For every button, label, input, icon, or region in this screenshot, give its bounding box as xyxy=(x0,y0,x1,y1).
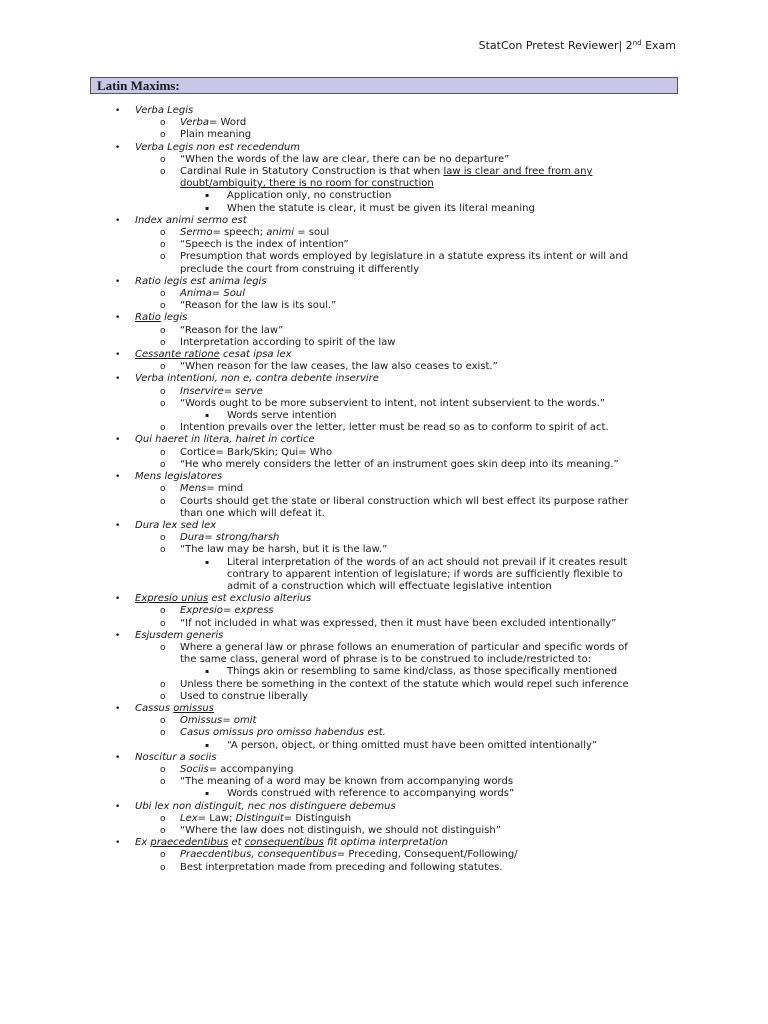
bullet-icon: o xyxy=(160,496,166,507)
bullet-icon: o xyxy=(160,398,166,409)
sub-item xyxy=(0,337,768,349)
bullet-icon: o xyxy=(160,228,166,239)
item-text: Esjusdem generis xyxy=(135,629,224,641)
header-title: StatCon Pretest Reviewer| 2 xyxy=(478,39,633,52)
item-text: Anima= Soul xyxy=(180,288,245,300)
bullet-icon: o xyxy=(160,447,166,458)
item-text: Verba intentioni, non e, contra debente inservire xyxy=(135,373,379,385)
bullet-icon: ▪ xyxy=(205,204,210,212)
item-text: animi xyxy=(266,227,295,239)
bullet-icon: o xyxy=(160,240,166,251)
maxim-item xyxy=(0,142,768,154)
item-text: doubt/ambiguity, there is no room for construction xyxy=(180,178,434,190)
item-text: Used to construe liberally xyxy=(180,690,309,702)
bullet-icon: • xyxy=(115,472,121,483)
sub-sub-item xyxy=(0,190,768,202)
sub-item xyxy=(0,544,768,556)
sub-sub-item xyxy=(0,569,768,581)
sub-item xyxy=(0,776,768,788)
bullet-icon: • xyxy=(115,630,121,641)
bullet-icon: ▪ xyxy=(205,412,210,420)
item-text: contrary to apparent intention of legislature; if words are sufficiently flexible to xyxy=(227,568,623,580)
sub-item xyxy=(0,154,768,166)
item-text: “The meaning of a word may be known from accompanying words xyxy=(180,776,514,788)
sub-sub-item xyxy=(0,666,768,678)
bullet-icon: o xyxy=(160,545,166,556)
item-text: Words construed with reference to accompanying words” xyxy=(227,788,515,800)
sub-item xyxy=(0,386,768,398)
bullet-icon: • xyxy=(115,520,121,531)
bullet-icon: o xyxy=(160,154,166,165)
item-text: Inservire= serve xyxy=(180,385,263,397)
item-text: Dura= strong/harsh xyxy=(180,532,280,544)
bullet-icon: ▪ xyxy=(205,790,210,798)
item-text: Ubi lex non distinguit, nec nos distinguere debemus xyxy=(135,800,396,812)
bullet-icon: • xyxy=(115,374,121,385)
maxim-item xyxy=(0,630,768,642)
bullet-icon: o xyxy=(160,362,166,373)
bullet-icon: • xyxy=(115,703,121,714)
bullet-icon: • xyxy=(115,215,121,226)
item-text: Best interpretation made from preceding and following statutes. xyxy=(180,861,503,873)
sub-item xyxy=(0,849,768,861)
bullet-icon: o xyxy=(160,325,166,336)
sub-item xyxy=(0,715,768,727)
maxim-item xyxy=(0,837,768,849)
item-text: Ratio xyxy=(135,312,161,324)
item-text: Dura lex sed lex xyxy=(135,519,217,531)
bullet-icon: ▪ xyxy=(205,192,210,200)
sub-item xyxy=(0,325,768,337)
sub-item xyxy=(0,825,768,837)
item-text: = accompanying xyxy=(208,763,294,775)
item-text: Noscitur a sociis xyxy=(135,751,217,763)
bullet-icon: • xyxy=(115,435,121,446)
sub-item xyxy=(0,166,768,178)
sub-item xyxy=(0,251,768,263)
sub-item xyxy=(0,178,768,190)
sub-sub-item xyxy=(0,410,768,422)
item-text: Verba xyxy=(180,117,209,129)
item-text: Praecdentibus, consequentibus xyxy=(180,849,337,861)
header-superscript: nd xyxy=(632,39,642,47)
bullet-icon: ▪ xyxy=(205,741,210,749)
maxim-item xyxy=(0,752,768,764)
item-text: Sociis xyxy=(180,763,209,775)
sub-item xyxy=(0,727,768,739)
sub-item xyxy=(0,422,768,434)
bullet-icon: o xyxy=(160,642,166,653)
maxim-item xyxy=(0,520,768,532)
item-text: Ex xyxy=(135,837,151,849)
bullet-icon: • xyxy=(115,801,121,812)
sub-item xyxy=(0,483,768,495)
sub-item xyxy=(0,862,768,874)
sub-sub-item xyxy=(0,581,768,593)
bullet-icon: • xyxy=(115,350,121,361)
section-heading: Latin Maxims: xyxy=(90,77,678,94)
item-text: than one which will defeat it. xyxy=(180,507,325,519)
item-text: cesat ipsa lex xyxy=(219,349,292,361)
sub-item xyxy=(0,691,768,703)
sub-item xyxy=(0,227,768,239)
item-text: preclude the court from construing it differently xyxy=(180,263,420,275)
bullet-icon: o xyxy=(160,606,166,617)
item-text: = mind xyxy=(206,483,244,495)
item-text: “Speech is the index of intention” xyxy=(180,239,349,251)
sub-item xyxy=(0,642,768,654)
bullet-icon: o xyxy=(160,618,166,629)
maxim-item xyxy=(0,215,768,227)
item-text: legis xyxy=(160,312,188,324)
item-text: Verba Legis non est recedendum xyxy=(135,141,301,153)
item-text: Words serve intention xyxy=(227,410,337,422)
item-text: “When reason for the law ceases, the law also ceases to exist.” xyxy=(180,361,498,373)
item-text: Intention prevails over the letter, letter must be read so as to conform to spirit of act. xyxy=(180,422,609,434)
item-text: Unless there be something in the context of the statute which would repel such inference xyxy=(180,678,629,690)
sub-item xyxy=(0,459,768,471)
item-text: “Reason for the law is its soul.” xyxy=(180,300,337,312)
bullet-icon: o xyxy=(160,777,166,788)
item-text: Omissus= omit xyxy=(180,715,257,727)
sub-item xyxy=(0,764,768,776)
item-text: Things akin or resembling to same kind/class, as those specifically mentioned xyxy=(227,666,618,678)
sub-item xyxy=(0,129,768,141)
sub-item xyxy=(0,117,768,129)
item-text: Cessante ratione xyxy=(135,349,220,361)
bullet-icon: o xyxy=(160,252,166,263)
item-text: = Word xyxy=(209,117,247,129)
bullet-icon: o xyxy=(160,862,166,873)
maxim-item xyxy=(0,434,768,446)
sub-item xyxy=(0,447,768,459)
bullet-icon: o xyxy=(160,167,166,178)
maxim-item xyxy=(0,276,768,288)
bullet-icon: o xyxy=(160,850,166,861)
item-text: Cardinal Rule in Statutory Construction is that when xyxy=(180,166,444,178)
bullet-icon: • xyxy=(115,106,121,116)
maxim-item xyxy=(0,593,768,605)
page-header xyxy=(479,40,676,52)
item-text: = speech; xyxy=(212,227,267,239)
bullet-icon: o xyxy=(160,728,166,739)
bullet-icon: o xyxy=(160,716,166,727)
bullet-icon: o xyxy=(160,118,166,129)
item-text: = Preceding, Consequent/Following/ xyxy=(336,849,518,861)
sub-item xyxy=(0,813,768,825)
item-text: Courts should get the state or liberal construction which wll best effect its purpose rather xyxy=(180,495,629,507)
item-text: consequentibus xyxy=(244,837,324,849)
bullet-icon: o xyxy=(160,533,166,544)
sub-item xyxy=(0,288,768,300)
bullet-icon: o xyxy=(160,130,166,141)
item-text: “The law may be harsh, but it is the law.” xyxy=(180,544,388,556)
item-text: omissus xyxy=(173,702,214,714)
item-text: Ratio legis est anima legis xyxy=(135,275,267,287)
sub-item xyxy=(0,654,768,666)
item-text: Where a general law or phrase follows an enumeration of particular and specific words of xyxy=(180,641,628,653)
item-text: = Law; xyxy=(197,812,236,824)
item-text: Interpretation according to spirit of the law xyxy=(180,336,396,348)
bullet-icon: o xyxy=(160,337,166,348)
item-text: law is clear and free from any xyxy=(443,166,593,178)
item-text: Qui haeret in litera, hairet in cortice xyxy=(135,434,315,446)
sub-item xyxy=(0,508,768,520)
item-text: = Distinguish xyxy=(283,812,352,824)
maxim-item xyxy=(0,312,768,324)
item-text: “Words ought to be more subservient to intent, not intent subservient to the words.” xyxy=(180,397,605,409)
sub-item xyxy=(0,605,768,617)
maxim-item xyxy=(0,471,768,483)
item-text: Application only, no construction xyxy=(227,190,392,202)
maxim-item xyxy=(0,349,768,361)
sub-item xyxy=(0,532,768,544)
item-text: When the statute is clear, it must be given its literal meaning xyxy=(227,202,535,214)
bullet-icon: ▪ xyxy=(205,668,210,676)
bullet-icon: • xyxy=(115,752,121,763)
bullet-icon: o xyxy=(160,484,166,495)
item-text: “A person, object, or thing omitted must have been omitted intentionally” xyxy=(227,739,598,751)
item-text: “When the words of the law are clear, there can be no departure” xyxy=(180,153,510,165)
item-text: Mens xyxy=(180,483,207,495)
item-text: Presumption that words employed by legislature in a statute express its intent or will and xyxy=(180,251,629,263)
item-text: Cortice= Bark/Skin; Qui= Who xyxy=(180,446,333,458)
item-text: est exclusio alterius xyxy=(208,593,312,605)
item-text: Literal interpretation of the words of an act should not prevail if it creates result xyxy=(227,556,628,568)
bullet-icon: o xyxy=(160,289,166,300)
maxim-item xyxy=(0,801,768,813)
bullet-icon: • xyxy=(115,142,121,153)
sub-item xyxy=(0,300,768,312)
bullet-icon: o xyxy=(160,825,166,836)
item-text: praecedentibus xyxy=(150,837,229,849)
sub-item xyxy=(0,618,768,630)
sub-sub-item xyxy=(0,557,768,569)
item-text: Verba Legis xyxy=(135,105,194,116)
bullet-icon: o xyxy=(160,423,166,434)
item-text: Plain meaning xyxy=(180,129,252,141)
sub-item xyxy=(0,361,768,373)
bullet-icon: o xyxy=(160,679,166,690)
bullet-icon: o xyxy=(160,459,166,470)
item-text: Index animi sermo est xyxy=(135,214,247,226)
sub-item xyxy=(0,679,768,691)
item-text: “Reason for the law” xyxy=(180,324,284,336)
item-text: Mens legislatores xyxy=(135,471,223,483)
item-text: the same class, general word of phrase is to be construed to include/restricted to: xyxy=(180,654,592,666)
maxim-item xyxy=(0,373,768,385)
item-text: fit optima interpretation xyxy=(323,837,448,849)
item-text: “If not included in what was expressed, then it must have been excluded intentionally” xyxy=(180,617,617,629)
bullet-icon: o xyxy=(160,691,166,702)
item-text: admit of a construction which will effectuate legislative intention xyxy=(227,580,552,592)
sub-sub-item xyxy=(0,203,768,215)
bullet-icon: o xyxy=(160,813,166,824)
bullet-icon: o xyxy=(160,386,166,397)
item-text: Distinguit xyxy=(235,812,284,824)
bullet-icon: • xyxy=(115,838,121,849)
item-text: = soul xyxy=(294,227,330,239)
sub-item xyxy=(0,398,768,410)
maxim-item xyxy=(0,105,768,117)
sub-sub-item xyxy=(0,740,768,752)
sub-item xyxy=(0,239,768,251)
item-text: Casus omissus pro omisso habendus est. xyxy=(180,727,386,739)
item-text: “He who merely considers the letter of an instrument goes skin deep into its meaning.” xyxy=(180,458,619,470)
maxims-list xyxy=(0,105,768,874)
bullet-icon: • xyxy=(115,313,121,324)
item-text: Sermo xyxy=(180,227,213,239)
bullet-icon: o xyxy=(160,301,166,312)
item-text: “Where the law does not distinguish, we should not distinguish” xyxy=(180,824,501,836)
bullet-icon: o xyxy=(160,764,166,775)
sub-item xyxy=(0,496,768,508)
item-text: et xyxy=(228,837,245,849)
maxim-item xyxy=(0,703,768,715)
sub-item xyxy=(0,264,768,276)
header-suffix: Exam xyxy=(641,39,676,52)
bullet-icon: • xyxy=(115,594,121,605)
item-text: Cassus xyxy=(135,702,174,714)
bullet-icon: ▪ xyxy=(205,558,210,566)
item-text: Lex xyxy=(180,812,198,824)
item-text: Expresio unius xyxy=(135,593,209,605)
item-text: Expresio= express xyxy=(180,605,274,617)
sub-sub-item xyxy=(0,788,768,800)
bullet-icon: • xyxy=(115,276,121,287)
